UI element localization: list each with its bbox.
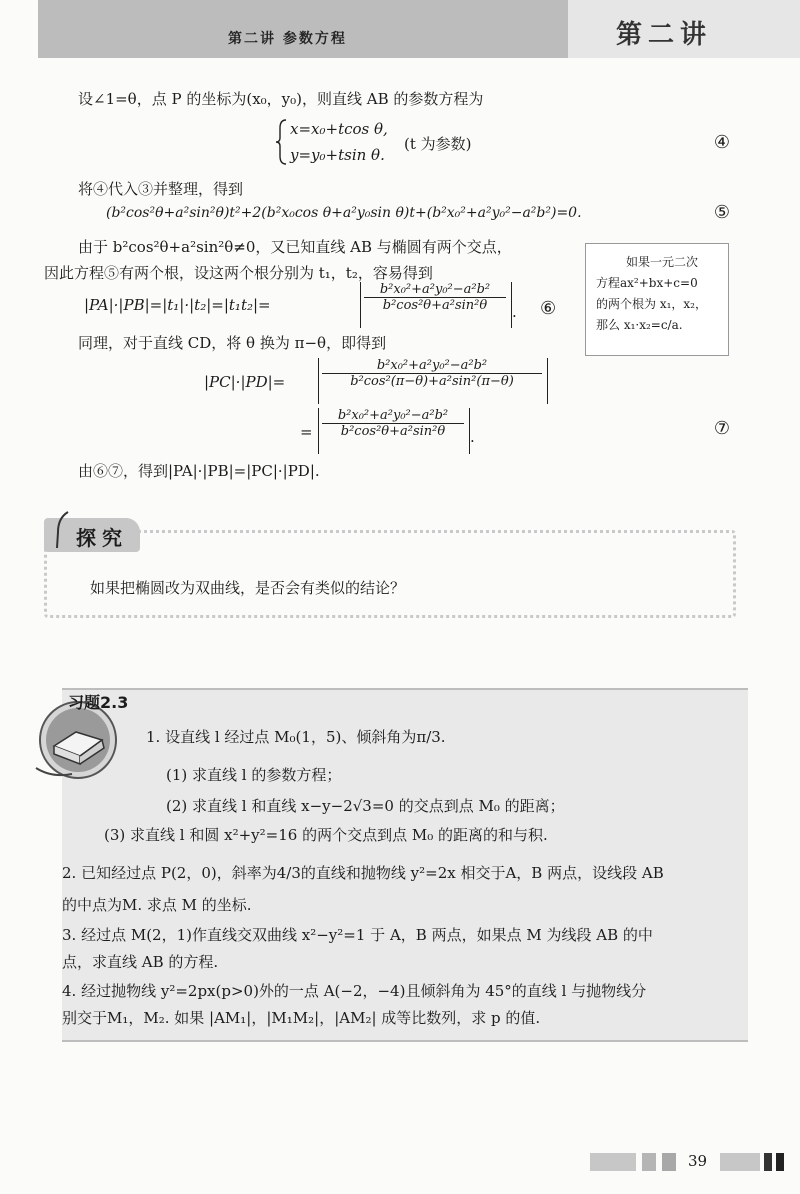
body-line-5: 同理，对于直线 CD，将 θ 换为 π−θ，即得到 <box>78 334 387 352</box>
equation-6-left: |PA|·|PB|=|t₁|·|t₂|=|t₁t₂|= <box>84 296 271 314</box>
equation-number-6: ⑥ <box>540 298 557 319</box>
equation-number-5: ⑤ <box>713 202 730 223</box>
footer-block-3 <box>662 1153 676 1171</box>
exercise-q2-line-2: 的中点为M. 求点 M 的坐标. <box>62 896 252 914</box>
fraction-7a-num: b²x₀²+a²y₀²−a²b² <box>322 358 542 374</box>
body-line-1: 设∠1=θ，点 P 的坐标为(x₀，y₀)，则直线 AB 的参数方程为 <box>78 90 484 108</box>
footer-block-5 <box>764 1153 772 1171</box>
footer-block-4 <box>720 1153 760 1171</box>
side-note-line-1: 如果一元二次 <box>626 255 699 269</box>
exercise-q1-1: (1) 求直线 l 的参数方程； <box>166 766 342 784</box>
equation-7b-left: = <box>300 423 313 441</box>
explore-label: 探究 <box>76 526 128 550</box>
body-line-2: 将④代入③并整理，得到 <box>78 180 244 198</box>
side-note-line-2: 方程ax²+bx+c=0 <box>596 276 698 290</box>
body-line-4: 因此方程⑤有两个根，设这两个根分别为 t₁，t₂，容易得到 <box>44 264 433 282</box>
exercise-q3-line-2: 点，求直线 AB 的方程. <box>62 953 219 971</box>
equation-7a-left: |PC|·|PD|= <box>204 373 286 391</box>
page-number: 39 <box>688 1152 708 1170</box>
exercise-q1-3: (3) 求直线 l 和圆 x²+y²=16 的两个交点到点 M₀ 的距离的和与积. <box>104 826 548 844</box>
fraction-7b-den: b²cos²θ+a²sin²θ <box>340 424 446 439</box>
side-note-line-4: 那么 x₁·x₂=c/a. <box>596 318 683 332</box>
exercise-q3-line-1: 3. 经过点 M(2，1)作直线交双曲线 x²−y²=1 于 A，B 两点，如果点 M 为线段 AB 的中 <box>62 926 653 944</box>
chapter-title: 第二讲 <box>616 20 713 50</box>
footer-block-6 <box>776 1153 784 1171</box>
exercise-q1: 1. 设直线 l 经过点 M₀(1，5)、倾斜角为π/3. <box>146 728 446 746</box>
fraction-7a-den: b²cos²(π−θ)+a²sin²(π−θ) <box>350 374 514 389</box>
section-title: 第二讲 参数方程 <box>228 31 347 47</box>
fraction-7a <box>322 358 542 389</box>
footer-block-2 <box>642 1153 656 1171</box>
side-note-line-3: 的两个根为 x₁，x₂， <box>596 297 707 311</box>
param-eq-y: y=y₀+tsin θ. <box>290 146 385 164</box>
fraction-6-num: b²x₀²+a²y₀²−a²b² <box>364 282 506 298</box>
explore-box <box>44 530 736 618</box>
equation-number-7: ⑦ <box>713 418 730 439</box>
exercise-q1-2: (2) 求直线 l 和直线 x−y−2√3=0 的交点到点 M₀ 的距离； <box>166 797 565 815</box>
equation-number-4: ④ <box>713 132 730 153</box>
exercise-badge-label: 习题2.3 <box>68 693 129 712</box>
pen-stroke-icon <box>52 510 72 550</box>
brace-symbol <box>274 118 288 166</box>
body-line-6: 由⑥⑦，得到|PA|·|PB|=|PC|·|PD|. <box>78 462 320 480</box>
exercise-q4-line-1: 4. 经过抛物线 y²=2px(p>0)外的一点 A(−2，−4)且倾斜角为 45°的直线 l 与抛物线分 <box>62 982 647 1000</box>
exercise-q4-line-2: 别交于M₁，M₂. 如果 |AM₁|，|M₁M₂|，|AM₂| 成等比数列，求 p 的值. <box>62 1009 541 1027</box>
equation-5: (b²cos²θ+a²sin²θ)t²+2(b²x₀cos θ+a²y₀sin θ)t+(b²x₀²+a²y₀²−a²b²)=0. <box>106 205 582 221</box>
explore-question: 如果把椭圆改为双曲线，是否会有类似的结论？ <box>90 579 406 597</box>
fraction-6 <box>364 282 506 313</box>
param-note: (t 为参数) <box>404 135 472 153</box>
fraction-7b <box>322 408 464 439</box>
exercise-q2-line-1: 2. 已知经过点 P(2，0)，斜率为4/3的直线和抛物线 y²=2x 相交于A，B 两点，设线段 AB <box>62 864 664 882</box>
footer-block-1 <box>590 1153 636 1171</box>
fraction-7b-num: b²x₀²+a²y₀²−a²b² <box>322 408 464 424</box>
side-note <box>585 243 729 356</box>
param-eq-x: x=x₀+tcos θ, <box>290 120 388 138</box>
body-line-3: 由于 b²cos²θ+a²sin²θ≠0，又已知直线 AB 与椭圆有两个交点， <box>78 238 512 256</box>
fraction-6-den: b²cos²θ+a²sin²θ <box>382 298 488 313</box>
